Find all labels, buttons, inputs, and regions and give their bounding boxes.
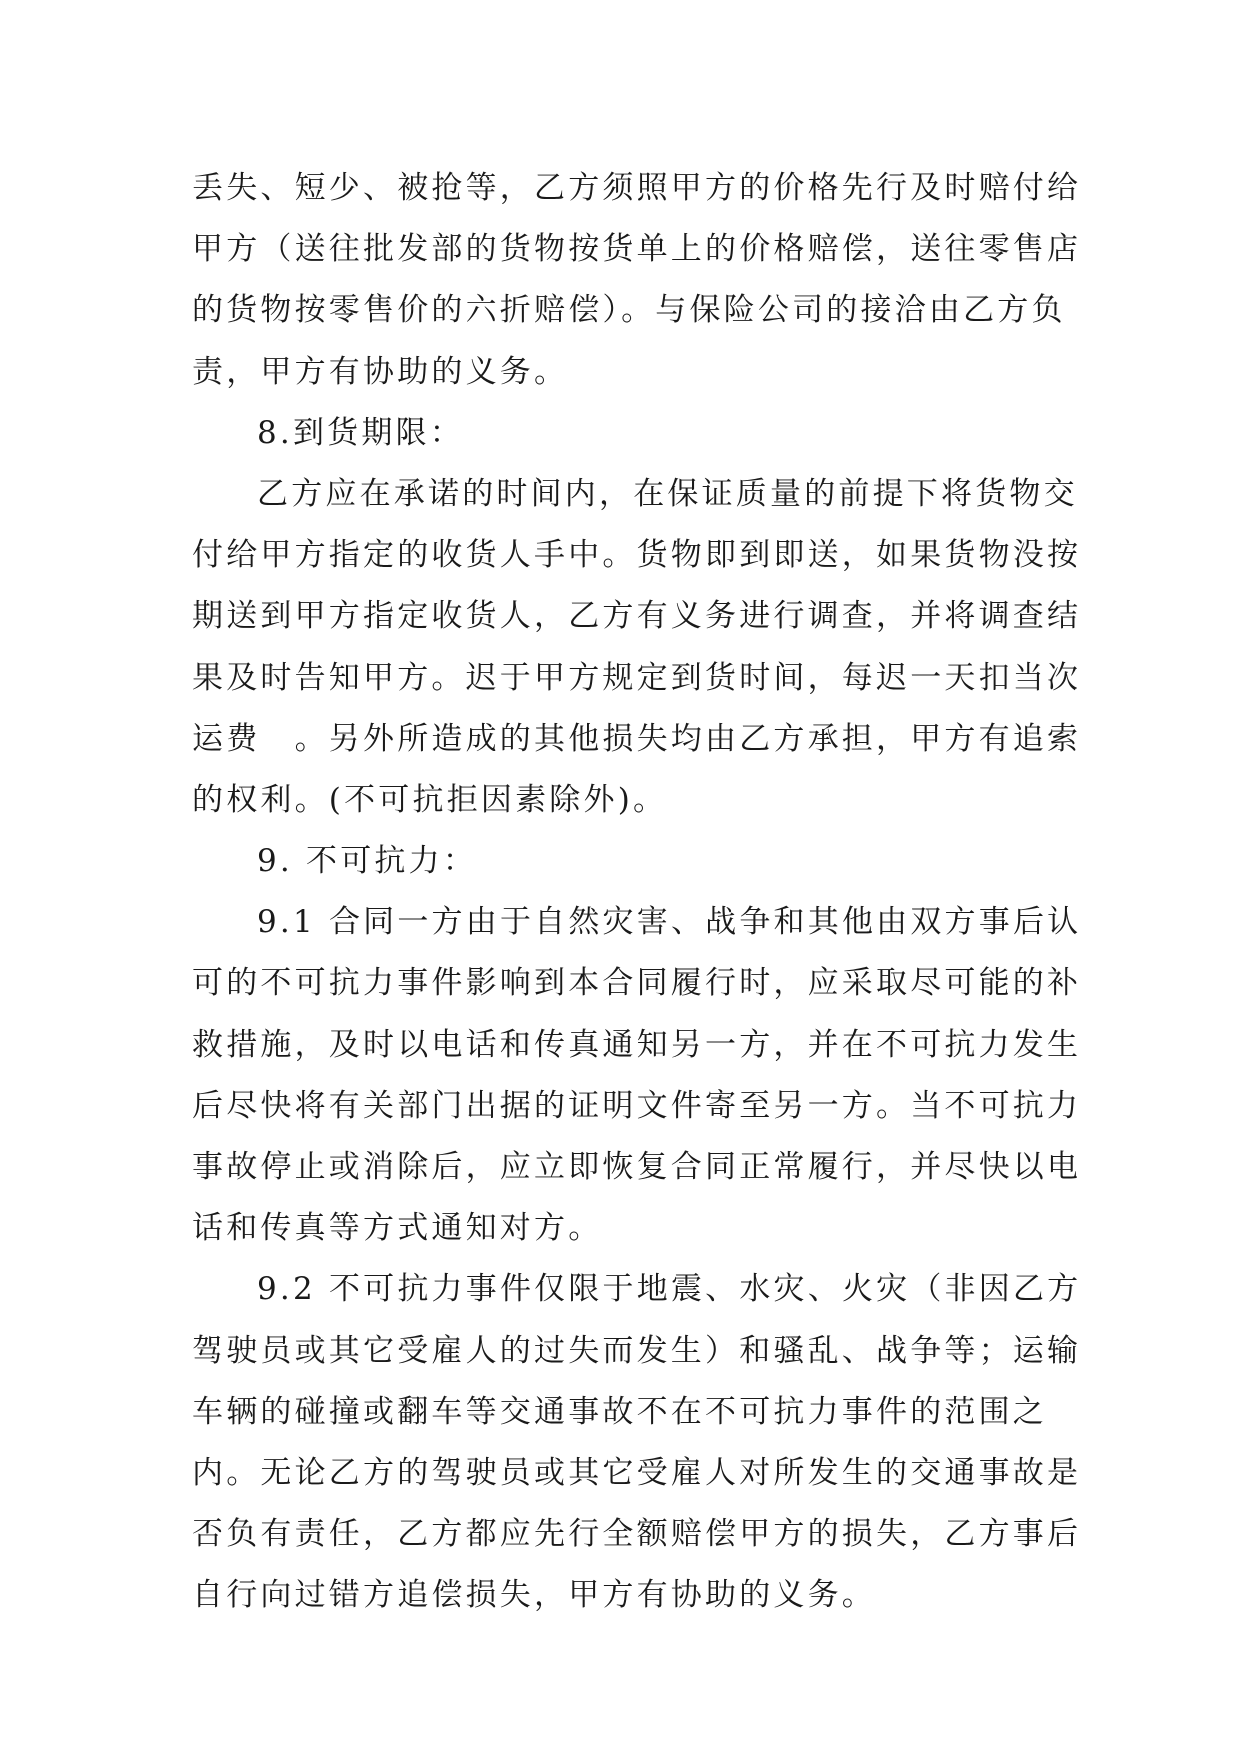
text-line: 甲方（送往批发部的货物按货单上的价格赔偿，送往零售店 [192, 231, 1082, 268]
text-line: 的货物按零售价的六折赔偿）。与保险公司的接洽由乙方负 [192, 292, 1066, 329]
text-line: 的权利。(不可抗拒因素除外)。 [192, 781, 668, 818]
text-line: 9. 不可抗力： [257, 843, 478, 880]
text-line: 否负有责任，乙方都应先行全额赔偿甲方的损失，乙方事后 [192, 1516, 1082, 1553]
text-line: 丢失、短少、被抢等，乙方须照甲方的价格先行及时赔付给 [192, 170, 1082, 206]
text-line: 车辆的碰撞或翻车等交通事故不在不可抗力事件的范围之 [192, 1393, 1047, 1430]
text-line: 责，甲方有协助的义务。 [192, 353, 569, 390]
text-line: 期送到甲方指定收货人，乙方有义务进行调查，并将调查结 [192, 598, 1082, 635]
text-line: 付给甲方指定的收货人手中。货物即到即送，如果货物没按 [192, 537, 1082, 574]
text-line: 运费 。另外所造成的其他损失均由乙方承担，甲方有追索 [192, 720, 1082, 757]
text-line: 乙方应在承诺的时间内，在保证质量的前提下将货物交 [257, 475, 1078, 512]
contract-text-body [192, 158, 1082, 1627]
text-line: 救措施，及时以电话和传真通知另一方，并在不可抗力发生 [192, 1026, 1082, 1063]
text-line: 9.1 合同一方由于自然灾害、战争和其他由双方事后认 [257, 904, 1082, 941]
text-line: 后尽快将有关部门出据的证明文件寄至另一方。当不可抗力 [192, 1087, 1082, 1124]
text-line: 可的不可抗力事件影响到本合同履行时，应采取尽可能的补 [192, 965, 1082, 1002]
text-line: 话和传真等方式通知对方。 [192, 1210, 603, 1247]
text-line: 果及时告知甲方。迟于甲方规定到货时间，每迟一天扣当次 [192, 659, 1082, 696]
text-line: 自行向过错方追偿损失，甲方有协助的义务。 [192, 1577, 876, 1614]
text-line: 事故停止或消除后，应立即恢复合同正常履行，并尽快以电 [192, 1149, 1082, 1185]
text-line: 9.2 不可抗力事件仅限于地震、水灾、火灾（非因乙方 [257, 1271, 1082, 1308]
text-line: 驾驶员或其它受雇人的过失而发生）和骚乱、战争等；运输 [192, 1332, 1082, 1369]
text-line: 8.到货期限： [257, 414, 464, 451]
text-line: 内。无论乙方的驾驶员或其它受雇人对所发生的交通事故是 [192, 1454, 1082, 1491]
